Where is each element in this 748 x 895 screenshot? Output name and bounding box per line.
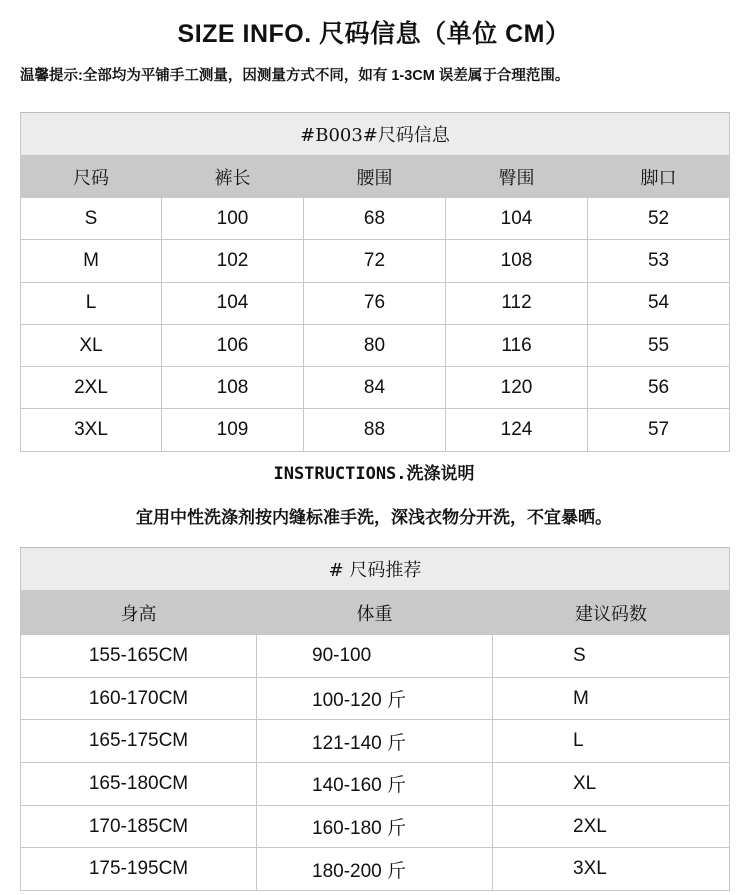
- table-cell: 108: [446, 240, 588, 282]
- table-cell: 106: [162, 324, 304, 366]
- table-cell: 165-180CM: [21, 763, 257, 806]
- table-cell: S: [493, 635, 730, 678]
- table-cell: 121-140 斤: [257, 720, 493, 763]
- table-row: [21, 677, 730, 720]
- table-row: [21, 198, 730, 240]
- table-cell: 2XL: [21, 367, 162, 409]
- column-header: 身高: [21, 591, 257, 635]
- table-cell: 80: [304, 324, 446, 366]
- table-cell: 155-165CM: [21, 635, 257, 678]
- table-row: [21, 848, 730, 891]
- table-cell: L: [493, 720, 730, 763]
- table-cell: 109: [162, 409, 304, 451]
- page-title: SIZE INFO. 尺码信息（单位 CM）: [177, 20, 571, 48]
- table-cell: L: [21, 282, 162, 324]
- table-row: [21, 282, 730, 324]
- table-cell: 2XL: [493, 805, 730, 848]
- table-cell: XL: [493, 763, 730, 806]
- table-cell: 160-180 斤: [257, 805, 493, 848]
- table-cell: 112: [446, 282, 588, 324]
- table-row: [21, 240, 730, 282]
- table-cell: 52: [588, 198, 730, 240]
- table-cell: 170-185CM: [21, 805, 257, 848]
- table-cell: 54: [588, 282, 730, 324]
- column-header: 建议码数: [493, 591, 730, 635]
- table-cell: 3XL: [21, 409, 162, 451]
- column-header: 体重: [257, 591, 493, 635]
- table-cell: 108: [162, 367, 304, 409]
- table-cell: 55: [588, 324, 730, 366]
- table-cell: 116: [446, 324, 588, 366]
- column-header: 臀围: [446, 156, 588, 198]
- table-cell: 56: [588, 367, 730, 409]
- table-cell: 84: [304, 367, 446, 409]
- table-row: [21, 324, 730, 366]
- table-cell: 68: [304, 198, 446, 240]
- size-table: [20, 112, 730, 452]
- column-header: 脚口: [588, 156, 730, 198]
- table-row: [21, 367, 730, 409]
- table-cell: 100: [162, 198, 304, 240]
- table-cell: 72: [304, 240, 446, 282]
- column-header: 腰围: [304, 156, 446, 198]
- table-cell: 57: [588, 409, 730, 451]
- table-cell: 102: [162, 240, 304, 282]
- table-row: [21, 720, 730, 763]
- table-cell: 104: [446, 198, 588, 240]
- table-cell: 90-100: [257, 635, 493, 678]
- table-cell: S: [21, 198, 162, 240]
- table-cell: 3XL: [493, 848, 730, 891]
- measurement-note: 温馨提示:全部均为平铺手工测量，因测量方式不同，如有 1-3CM 误差属于合理范围。: [20, 68, 570, 84]
- table-cell: 100-120 斤: [257, 677, 493, 720]
- table-cell: 160-170CM: [21, 677, 257, 720]
- table-row: [21, 805, 730, 848]
- table-cell: 124: [446, 409, 588, 451]
- table-cell: 120: [446, 367, 588, 409]
- column-header: 裤长: [162, 156, 304, 198]
- table-cell: 104: [162, 282, 304, 324]
- size-table-caption: #B003#尺码信息: [21, 113, 730, 156]
- recommend-table-caption: # 尺码推荐: [21, 548, 730, 591]
- table-cell: 76: [304, 282, 446, 324]
- table-cell: 53: [588, 240, 730, 282]
- table-cell: 88: [304, 409, 446, 451]
- table-row: [21, 409, 730, 451]
- table-cell: 165-175CM: [21, 720, 257, 763]
- table-cell: 140-160 斤: [257, 763, 493, 806]
- table-row: [21, 635, 730, 678]
- size-recommendation-table: [20, 547, 730, 891]
- instructions-title: INSTRUCTIONS.洗涤说明: [273, 464, 475, 484]
- table-cell: M: [21, 240, 162, 282]
- table-cell: 180-200 斤: [257, 848, 493, 891]
- column-header: 尺码: [21, 156, 162, 198]
- table-cell: 175-195CM: [21, 848, 257, 891]
- instructions-text: 宜用中性洗涤剂按内缝标准手洗，深浅衣物分开洗，不宜暴晒。: [136, 508, 612, 527]
- table-row: [21, 763, 730, 806]
- table-cell: XL: [21, 324, 162, 366]
- table-cell: M: [493, 677, 730, 720]
